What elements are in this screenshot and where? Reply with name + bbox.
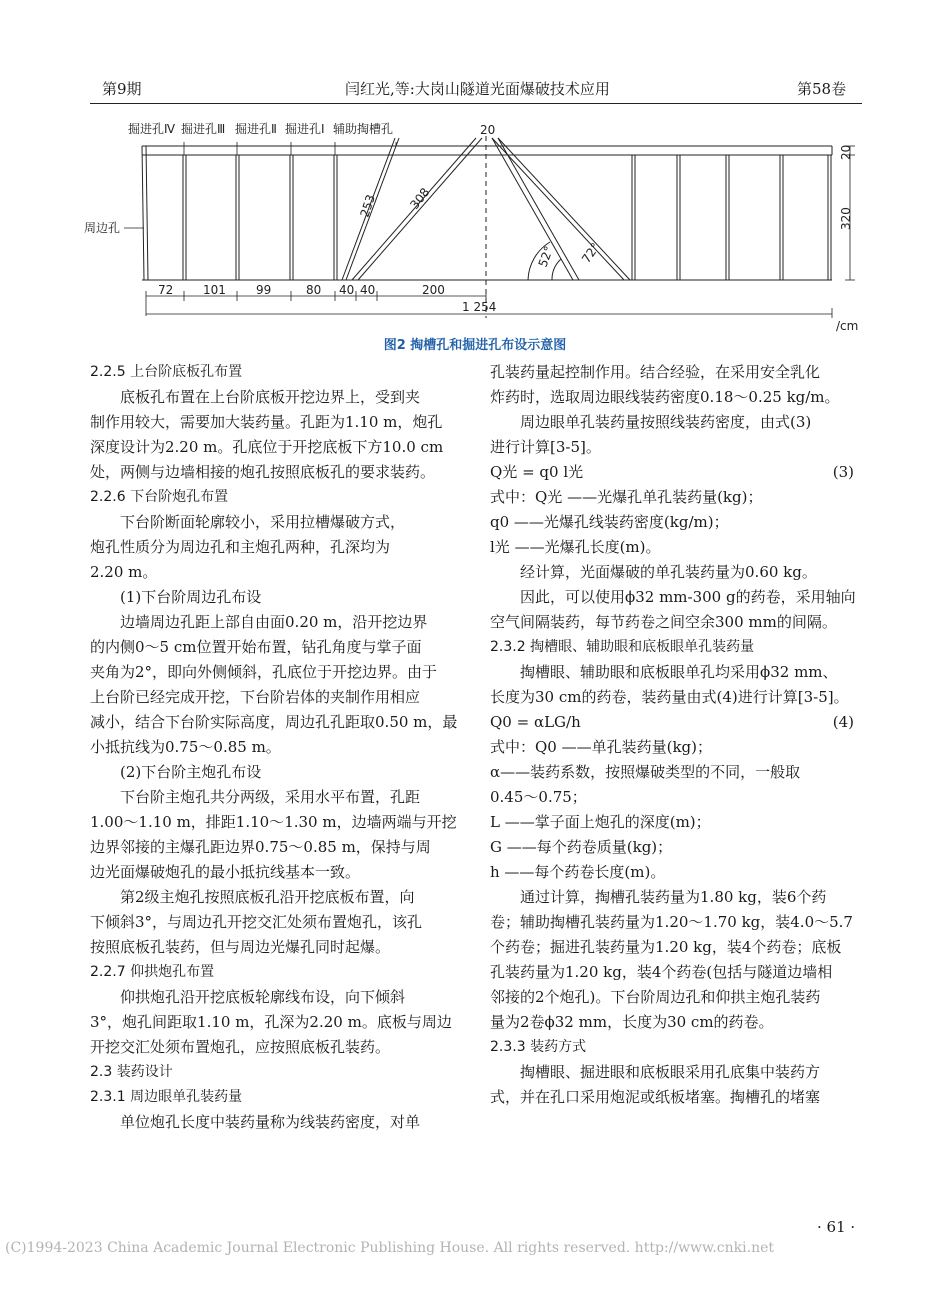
dim-40a: 40: [339, 283, 355, 297]
figure-diagram: [80, 118, 870, 333]
text-line: 式中：Q0 ——单孔装药量(kg)；: [490, 738, 713, 756]
driving-hole-i: [334, 155, 337, 280]
label-auxiliary-cut-hole: 辅助掏槽孔: [333, 122, 394, 136]
text-line: 1.00～1.10 m，排距1.10～1.30 m，边墙两端与开挖: [90, 813, 457, 831]
header-title: 闫红光,等:大岗山隧道光面爆破技术应用: [345, 80, 610, 98]
formula: Q0 = αLG/h (4): [490, 710, 862, 735]
text-line: 减小，结合下台阶实际高度，周边孔孔距取0.50 m，最: [90, 713, 458, 731]
text-line: 空气间隔装药，每节药卷之间空余300 mm的间隔。: [490, 613, 837, 631]
text-line: 开挖交汇处须布置炮孔，应按照底板孔装药。: [90, 1038, 391, 1056]
cut-hole-right: [492, 138, 630, 280]
driving-holes-right: [632, 155, 831, 280]
text-line: 个药卷；掘进孔装药量为1.20 kg，装4个药卷；底板: [490, 938, 842, 956]
header-volume: 第58卷: [797, 80, 847, 98]
right-column: [490, 360, 862, 1110]
text-line: 3°，炮孔间距取1.10 m，孔深为2.20 m。底板与周边: [90, 1013, 452, 1031]
text-line: 周边眼单孔装药量按照线装药密度，由式(3): [520, 413, 812, 431]
dim-101: 101: [203, 283, 226, 297]
text-line: 第2级主炮孔按照底板孔沿开挖底板布置，向: [120, 888, 415, 906]
section-heading: 2.3 装药设计: [90, 1064, 173, 1080]
dim-253: 253: [357, 192, 378, 219]
section-heading: 2.2.7 仰拱炮孔布置: [90, 964, 215, 980]
text-line: 式中：Q光 ——光爆孔单孔装药量(kg)；: [490, 488, 763, 506]
text-line: 下台阶断面轮廓较小，采用拉槽爆破方式，: [120, 513, 406, 531]
text-line: 小抵抗线为0.75～0.85 m。: [90, 738, 281, 756]
formula: Q光 = q0 l光 (3): [490, 460, 862, 485]
text-line: 制作用较大，需要加大装药量。孔距为1.10 m，炮孔: [90, 413, 443, 431]
text-line: 边光面爆破炮孔的最小抵抗线基本一致。: [90, 863, 361, 881]
text-line: 深度设计为2.20 m。孔底位于开挖底板下方10.0 cm: [90, 438, 444, 456]
page-number: · 61 ·: [817, 1218, 856, 1236]
text-line: 因此，可以使用ϕ32 mm-300 g的药卷，采用轴向: [520, 588, 856, 606]
text-line: 下倾斜3°，与周边孔开挖交汇处须布置炮孔，该孔: [90, 913, 423, 931]
text-line: 边墙周边孔距上部自由面0.20 m，沿开挖边界: [120, 613, 428, 631]
driving-hole-ii: [290, 155, 293, 280]
text-line: 按照底板孔装药，但与周边光爆孔同时起爆。: [90, 938, 391, 956]
dim-308: 308: [407, 185, 433, 212]
peripheral-hole-wall: [142, 146, 150, 280]
copyright-notice: (C)1994-2023 China Academic Journal Electronic Publishing House. All rights reserved. http://www.cnki.net: [5, 1240, 775, 1256]
text-line: h ——每个药卷长度(m)。: [490, 863, 666, 881]
text-line: 炸药时，选取周边眼线装药密度0.18～0.25 kg/m。: [490, 388, 840, 406]
driving-hole-iv: [183, 155, 186, 280]
text-line: 通过计算，掏槽孔装药量为1.80 kg，装6个药: [520, 888, 827, 906]
text-line: 孔装药量为1.20 kg，装4个药卷(包括与隧道边墙相: [490, 963, 833, 981]
text-line: 孔装药量起控制作用。结合经验，在采用安全乳化: [490, 363, 821, 381]
section-heading: 2.2.5 上台阶底板孔布置: [90, 364, 243, 380]
label-driving-hole-iii: 掘进孔Ⅲ: [181, 122, 226, 136]
label-driving-hole-iv: 掘进孔Ⅳ: [128, 122, 176, 136]
dim-right-320: 320: [839, 207, 853, 230]
header-issue: 第9期: [102, 80, 142, 98]
text-line: (1)下台阶周边孔布设: [120, 588, 262, 606]
text-line: 长度为30 cm的药卷，装药量由式(4)进行计算[3-5]。: [490, 688, 849, 706]
section-heading: 2.2.6 下台阶炮孔布置: [90, 489, 229, 505]
text-line: G ——每个药卷质量(kg)；: [490, 838, 673, 856]
dim-99: 99: [256, 283, 272, 297]
unit-label: /cm: [836, 319, 859, 333]
text-line: q0 ——光爆孔线装药密度(kg/m)；: [490, 513, 729, 531]
text-line: 0.45～0.75；: [490, 788, 587, 806]
left-column: [90, 360, 470, 1135]
text-line: 式，并在孔口采用炮泥或纸板堵塞。掏槽孔的堵塞: [490, 1088, 821, 1106]
section-heading: 2.3.2 掏槽眼、辅助眼和底板眼单孔装药量: [490, 639, 755, 655]
text-line: L ——掌子面上炮孔的深度(m)；: [490, 813, 711, 831]
angle-arc-72: [552, 259, 561, 280]
text-line: 处，两侧与边墙相接的炮孔按照底板孔的要求装药。: [90, 463, 436, 481]
section-heading: 2.3.1 周边眼单孔装药量: [90, 1089, 243, 1105]
angle-52: 52°: [535, 244, 557, 270]
dim-72: 72: [158, 283, 174, 297]
text-line: 仰拱炮孔沿开挖底板轮廓线布设，向下倾斜: [120, 988, 406, 1006]
text-line: 单位炮孔长度中装药量称为线装药密度，对单: [120, 1113, 421, 1131]
text-line: 进行计算[3-5]。: [490, 438, 601, 456]
figure-caption: 图2 掏槽孔和掘进孔布设示意图: [383, 338, 567, 353]
text-line: 上台阶已经完成开挖，下台阶岩体的夹制作用相应: [90, 688, 421, 706]
text-line: l光 ——光爆孔长度(m)。: [490, 538, 661, 556]
text-line: 底板孔布置在上台阶底板开挖边界上，受到夹: [120, 388, 421, 406]
text-line: 掏槽眼、辅助眼和底板眼单孔均采用ϕ32 mm、: [520, 663, 838, 681]
text-line: 下台阶主炮孔共分两级，采用水平布置，孔距: [120, 788, 421, 806]
label-driving-hole-i: 掘进孔Ⅰ: [285, 122, 325, 136]
equation-number: (3): [832, 463, 854, 481]
text-line: 经计算，光面爆破的单孔装药量为0.60 kg。: [520, 563, 817, 581]
text-line: 2.20 m。: [90, 563, 158, 581]
dim-top-20: 20: [480, 123, 496, 137]
text-line: 卷；辅助掏槽孔装药量为1.20～1.70 kg，装4.0～5.7: [490, 913, 853, 931]
text-line: 边界邻接的主爆孔距边界0.75～0.85 m，保持与周: [90, 838, 431, 856]
dim-200: 200: [422, 283, 445, 297]
equation-number: (4): [832, 713, 854, 731]
section-heading: 2.3.3 装药方式: [490, 1039, 587, 1055]
text-line: 掏槽眼、掘进眼和底板眼采用孔底集中装药方: [520, 1063, 821, 1081]
text-line: 炮孔性质分为周边孔和主炮孔两种，孔深均为: [90, 538, 391, 556]
angle-72: 72°: [578, 240, 603, 266]
driving-hole-iii: [236, 155, 239, 280]
text-line: 量为2卷ϕ32 mm，长度为30 cm的药卷。: [490, 1013, 774, 1031]
label-driving-hole-ii: 掘进孔Ⅱ: [235, 122, 277, 136]
dim-right-20: 20: [839, 144, 853, 160]
text-line: α——装药系数，按照爆破类型的不同，一般取: [490, 763, 801, 781]
text-line: 夹角为2°，即向外侧倾斜，孔底位于开挖边界。由于: [90, 663, 438, 681]
text-line: 邻接的2个炮孔)。下台阶周边孔和仰拱主炮孔装药: [490, 988, 821, 1006]
header-rule: [90, 103, 862, 104]
text-line: (2)下台阶主炮孔布设: [120, 763, 262, 781]
label-peripheral-hole: 周边孔: [84, 221, 121, 235]
text-line: 的内侧0～5 cm位置开始布置，钻孔角度与掌子面: [90, 638, 422, 656]
dim-40b: 40: [360, 283, 376, 297]
dim-total: 1 254: [462, 300, 497, 314]
dim-80: 80: [306, 283, 322, 297]
